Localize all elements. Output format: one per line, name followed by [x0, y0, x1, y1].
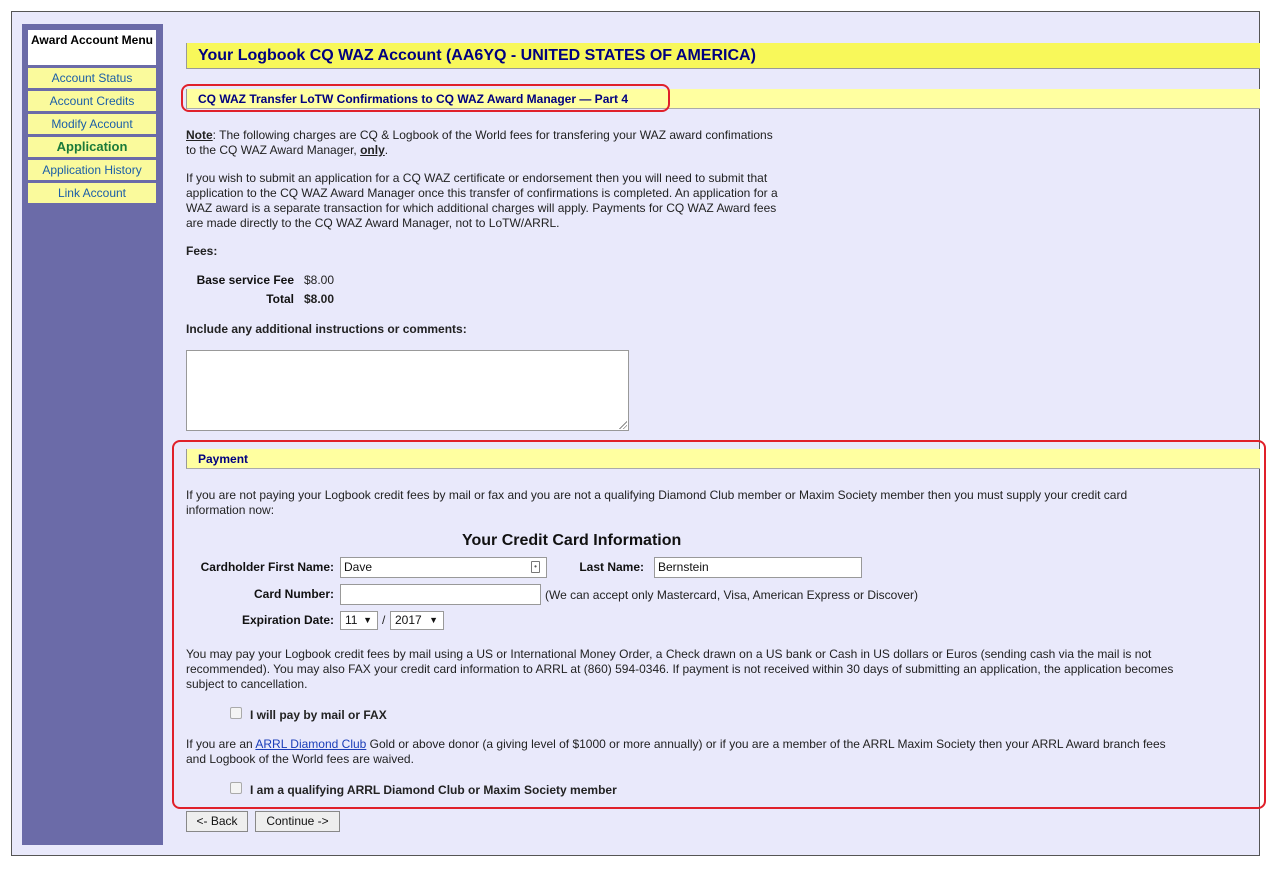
exp-year-select[interactable]: [390, 611, 444, 630]
back-button[interactable]: <- Back: [186, 811, 248, 832]
resize-grip-icon[interactable]: [619, 421, 627, 429]
diamond-text-1: [186, 737, 1166, 752]
menu-item-application[interactable]: Application: [28, 137, 156, 157]
card-number-input[interactable]: [340, 584, 541, 605]
pay-by-mail-checkbox[interactable]: [230, 707, 242, 719]
note-line-2: to the CQ WAZ Award Manager, only.: [186, 143, 389, 157]
continue-button[interactable]: Continue ->: [255, 811, 340, 832]
chevron-down-icon: ▼: [363, 615, 372, 625]
transfer-paragraph-1: If you wish to submit an application for a CQ WAZ certificate or endorsement then you will need to submit that: [186, 171, 768, 185]
contact-card-icon: •: [531, 561, 540, 573]
menu-item-account-status[interactable]: Account Status: [28, 68, 156, 88]
menu-item-account-credits[interactable]: Account Credits: [28, 91, 156, 111]
note-text-1: The following charges are CQ & Logbook of the World fees for transfering your WAZ award confimations: [219, 128, 773, 142]
transfer-paragraph-2: application to the CQ WAZ Award Manager once this transfer of confirmations is completed. An application for a: [186, 186, 778, 200]
mail-text-1: You may pay your Logbook credit fees by mail using a US or International Money Order, a Check drawn on a US bank or Cash in US dollars or Euros (sending cash via the mail is not: [186, 647, 1152, 661]
transfer-paragraph-3: WAZ award is a separate transaction for which additional charges will apply. Payments for CQ WAZ Award fees: [186, 201, 777, 215]
member-checkbox[interactable]: [230, 782, 242, 794]
card-note: (We can accept only Mastercard, Visa, American Express or Discover): [545, 588, 919, 602]
exp-month-value: 11: [345, 613, 358, 627]
base-fee-label: Base service Fee: [196, 273, 294, 287]
first-name-input[interactable]: [340, 557, 547, 578]
diamond-suffix: Gold or above donor (a giving level of $1000 or more annually) or if you are a member of the ARRL Maxim Society then your ARRL Award branch fees: [369, 737, 1166, 751]
menu-item-link-account[interactable]: Link Account: [28, 183, 156, 203]
diamond-text-2: and Logbook of the World fees are waived.: [186, 752, 414, 766]
transfer-paragraph-4: are made directly to the CQ WAZ Award Manager, not to LoTW/ARRL.: [186, 216, 560, 230]
comments-label: Include any additional instructions or comments:: [186, 322, 467, 336]
diamond-prefix: If you are an: [186, 737, 253, 751]
total-value: $8.00: [304, 292, 335, 306]
exp-year-value: 2017: [395, 613, 422, 627]
expiration-label: Expiration Date:: [241, 613, 334, 627]
menu-title: Award Account Menu: [28, 30, 156, 65]
payment-section-title: Payment: [186, 449, 1260, 469]
note-only: only: [360, 143, 385, 157]
note-label: Note: [186, 128, 213, 142]
note-line-1: Note: The following charges are CQ & Logbook of the World fees for transfering your WAZ award confimations: [186, 128, 773, 142]
last-name-input[interactable]: Bernstein: [654, 557, 862, 578]
pay-by-mail-label: I will pay by mail or FAX: [250, 708, 387, 722]
chevron-down-icon: ▼: [429, 615, 438, 625]
page-title: Your Logbook CQ WAZ Account (AA6YQ - UNITED STATES OF AMERICA): [186, 43, 1260, 69]
mail-text-3: subject to cancellation.: [186, 677, 308, 691]
card-number-label: Card Number:: [253, 587, 334, 601]
payment-intro-2: information now:: [186, 503, 275, 517]
menu-item-application-history[interactable]: Application History: [28, 160, 156, 180]
total-label: Total: [266, 292, 294, 306]
base-fee-value: $8.00: [304, 273, 335, 287]
exp-month-select[interactable]: [340, 611, 378, 630]
first-name-label: Cardholder First Name:: [200, 560, 334, 574]
transfer-section-title: CQ WAZ Transfer LoTW Confirmations to CQ WAZ Award Manager — Part 4: [186, 89, 1260, 109]
first-name-value: Dave: [344, 560, 373, 574]
fees-label: Fees:: [186, 244, 218, 258]
menu-item-modify-account[interactable]: Modify Account: [28, 114, 156, 134]
note-text-2: to the CQ WAZ Award Manager,: [186, 143, 357, 157]
comments-textarea[interactable]: [186, 350, 629, 431]
diamond-club-link[interactable]: ARRL Diamond Club: [255, 737, 367, 751]
exp-separator: /: [382, 613, 386, 627]
mail-text-2: recommended). You may also FAX your credit card information to ARRL at (860) 594-0346. If payment is not received within 30 days of submitting an application, the application becomes: [186, 662, 1174, 676]
payment-intro-1: If you are not paying your Logbook credit fees by mail or fax and you are not a qualifying Diamond Club member or Maxim Society member then you must supply your credit card: [186, 488, 1128, 502]
cc-heading: Your Credit Card Information: [462, 532, 682, 549]
member-checkbox-label: I am a qualifying ARRL Diamond Club or Maxim Society member: [250, 783, 617, 797]
last-name-label: Last Name:: [579, 560, 644, 574]
